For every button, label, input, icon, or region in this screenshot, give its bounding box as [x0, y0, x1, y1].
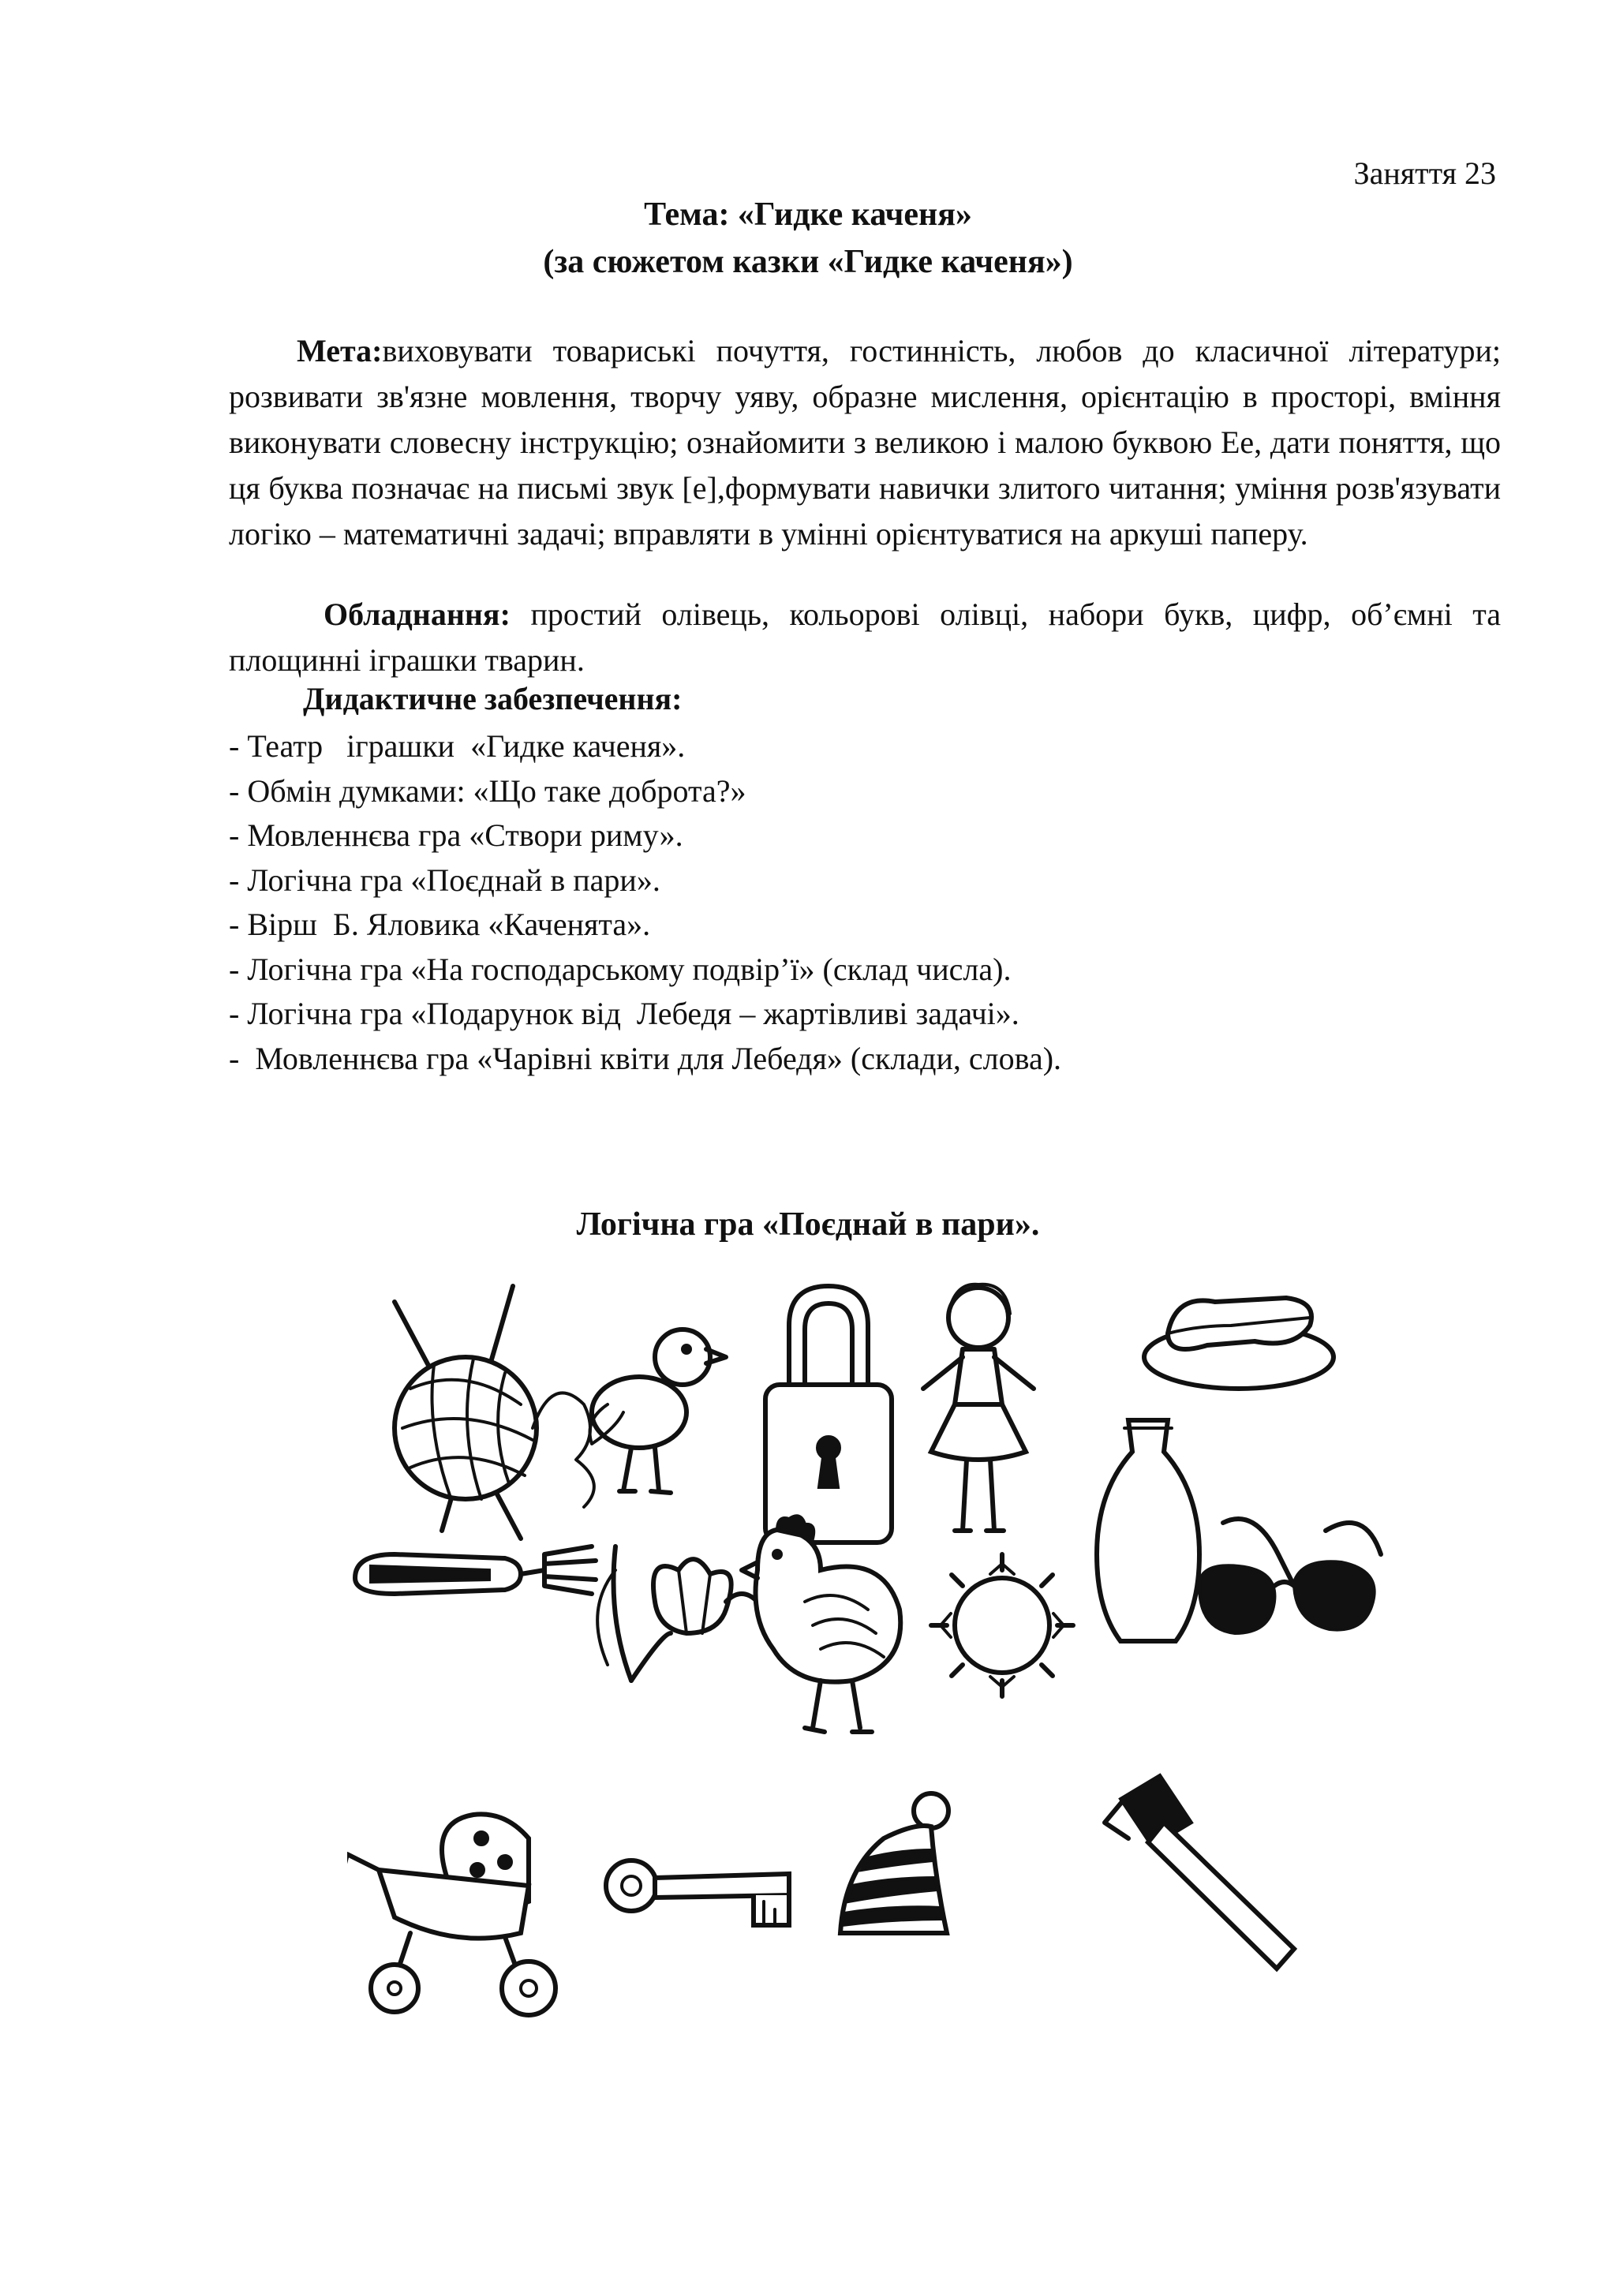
tulip-icon [597, 1546, 758, 1681]
chick-icon [590, 1329, 727, 1493]
goal-text: виховувати товариські почуття, гостинність, любов до класичної літератури; розвивати зв'язне мовлення, творчу уяву, образне мислення, орієнтацію в просторі, вміння виконувати словесну інструкцію; ознайомити з великою і малою буквою Ее, дати поняття, що ця буква позначає на письмі звук [е],формувати навички злитого читання; уміння розв'язувати логіко – математичні задачі; вправляти в умінні орієнтуватися на аркуші паперу. [229, 333, 1501, 552]
list-item: - Логічна гра «Подарунок від Лебедя – жартівливі задачі». [229, 996, 1019, 1031]
sun-icon [931, 1554, 1073, 1696]
list-item: - Логічна гра «Поєднай в пари». [229, 862, 660, 898]
list-item: - Вірш Б. Яловика «Каченята». [229, 907, 651, 942]
topic-title: Тема: «Гидке каченя» [644, 196, 972, 233]
fork-icon [355, 1546, 596, 1594]
yarn-ball-icon [395, 1286, 594, 1539]
lesson-number: Заняття 23 [1353, 155, 1496, 191]
hen-icon [742, 1516, 900, 1732]
doll-icon [923, 1284, 1034, 1531]
list-item: - Обмін думками: «Що таке доброта?» [229, 772, 746, 809]
list-item: - Театр іграшки «Гидке каченя». [229, 728, 686, 764]
equipment-paragraph [229, 592, 1501, 683]
padlock-icon [765, 1286, 892, 1543]
knit-hat-icon [840, 1793, 948, 1933]
baby-carriage-icon [347, 1814, 556, 2015]
vase-icon [1097, 1420, 1199, 1641]
goal-label: Мета: [297, 333, 383, 368]
pairing-pictures [347, 1270, 1389, 2296]
equipment-text: простий олівець, кольорові олівці, набори букв, цифр, об’ємні та площинні іграшки тварин. [229, 596, 1501, 678]
didactic-list [229, 724, 1061, 1081]
list-item: - Логічна гра «На господарському подвір’ї» (склад числа). [229, 951, 1012, 987]
game-title: Логічна гра «Поєднай в пари». [576, 1206, 1040, 1243]
list-item: - Мовленнєва гра «Чарівні квіти для Лебедя» (склади, слова). [229, 1040, 1062, 1076]
equipment-label: Обладнання: [324, 596, 511, 632]
hammer-icon [1105, 1775, 1294, 1969]
pictures-svg [347, 1270, 1389, 2280]
sunglasses-icon [1199, 1519, 1381, 1633]
topic-subtitle: (за сюжетом казки «Гидке каченя») [543, 244, 1073, 280]
goal-paragraph [229, 328, 1501, 557]
key-icon [606, 1860, 789, 1925]
didactic-heading: Дидактичне забезпечення: [303, 681, 683, 716]
sausage-plate-icon [1144, 1298, 1334, 1389]
list-item: - Мовленнєва гра «Створи риму». [229, 817, 683, 853]
